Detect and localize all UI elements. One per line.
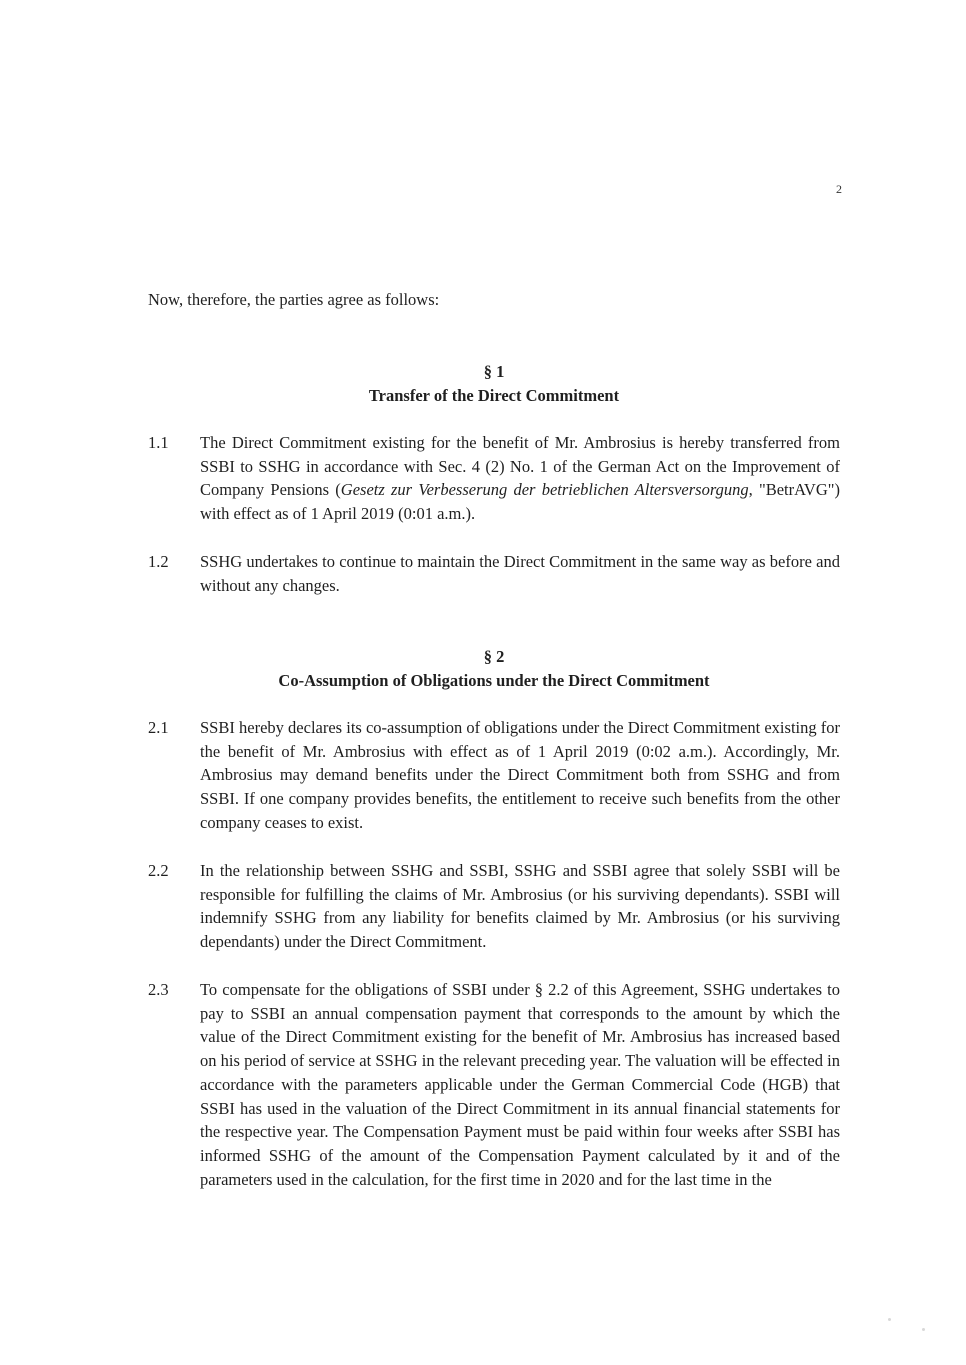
section-2-symbol: § 2 (483, 647, 505, 666)
clause-text: SSHG undertakes to continue to maintain the Direct Commitment in the same way as before and without any changes. (200, 552, 840, 595)
clause-number: 1.2 (148, 552, 169, 571)
clause-2-2 (148, 859, 840, 954)
clause-text-italic: Gesetz zur Verbesserung der betrieblichen Altersversorgung (340, 480, 749, 500)
page-number: 2 (836, 182, 842, 196)
clause-2-3 (148, 978, 840, 1191)
clause-number: 1.1 (148, 433, 169, 452)
clause-text: To compensate for the obligations of SSBI under § 2.2 of this Agreement, SSHG undertakes to pay to SSBI an annual compensation payment that corresponds to the amount by which the value of the Direct Commitment existing for the benefit of Mr. Ambrosius has increased based on his period of service at SSHG in the relevant preceding year. The valuation will be effected in accordance with the parameters applicable under the German Commercial Code (HGB) that SSBI has used in the valuation of the Direct Commitment in its annual financial statements for the respective year. The Compensation Payment must be paid within four weeks after SSBI has informed SSHG of the amount of the Compensation Payment calculated by it and of the parameters used in the calculation, for the first time in 2020 and for the last time in the (200, 980, 840, 1189)
section-1-title: Transfer of the Direct Commitment (368, 386, 620, 405)
clause-1-2 (148, 550, 840, 597)
section-1-heading (0, 360, 966, 408)
scan-speck (922, 1328, 925, 1331)
clause-text-part: , "BetrAVG") with effect as of 1 April 2019 (0:01 a.m.). (200, 480, 840, 524)
clause-1-1 (148, 431, 840, 526)
clause-text: In the relationship between SSHG and SSBI, SSHG and SSBI agree that solely SSBI will be responsible for fulfilling the claims of Mr. Ambrosius (or his surviving dependants). SSBI will indemnify SSHG from any liability for benefits claimed by Mr. Ambrosius (or his surviving dependants) under the Direct Commitment. (200, 861, 840, 952)
intro-paragraph: Now, therefore, the parties agree as follows: (148, 290, 440, 309)
clause-2-1 (148, 716, 840, 835)
clause-number: 2.2 (148, 861, 169, 880)
clause-text (200, 431, 840, 526)
clause-number: 2.1 (148, 718, 169, 737)
clause-number: 2.3 (148, 980, 169, 999)
scan-speck (888, 1318, 891, 1321)
section-2-title: Co-Assumption of Obligations under the Direct Commitment (278, 671, 710, 690)
section-1-symbol: § 1 (483, 362, 505, 381)
clause-text-part: The Direct Commitment existing for the benefit of Mr. Ambrosius is hereby transferred from SSBI to SSHG in accordance with Sec. 4 (2) No. 1 of the German Act on the Improvement of Company Pensions ( (200, 433, 840, 500)
clause-text: SSBI hereby declares its co-assumption of obligations under the Direct Commitment existing for the benefit of Mr. Ambrosius with effect as of 1 April 2019 (0:02 a.m.). Accordingly, Mr. Ambrosius may demand benefits under the Direct Commitment both from SSHG and from SSBI. If one company provides benefits, the entitlement to receive such benefits from the other company ceases to exist. (200, 718, 840, 832)
section-2-heading (0, 645, 966, 693)
